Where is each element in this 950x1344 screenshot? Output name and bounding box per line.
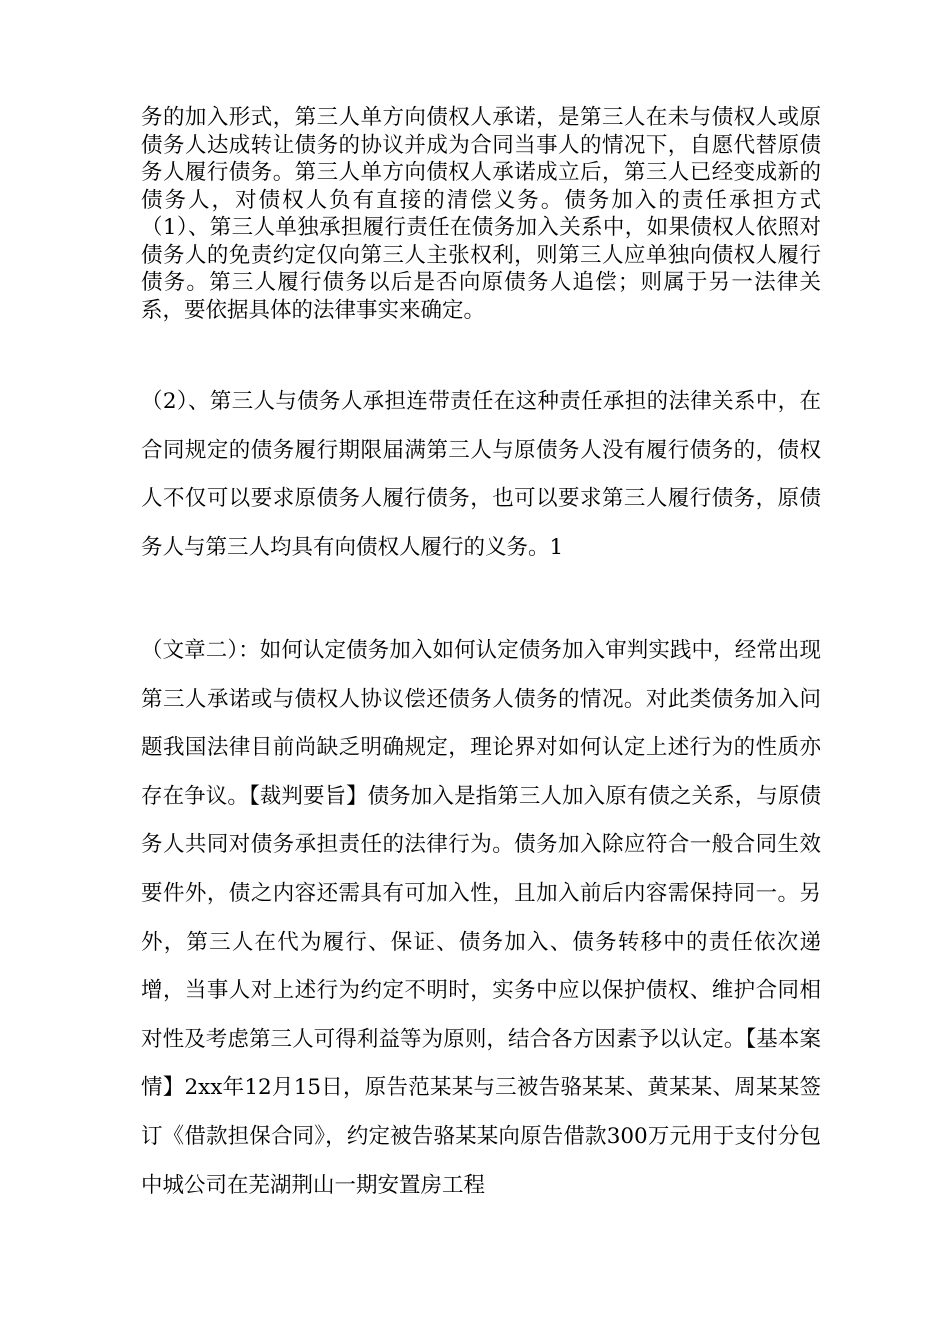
paragraph-3: （文章二）：如何认定债务加入如何认定债务加入审判实践中，经常出现第三人承诺或与债权人协议偿还债务人债务的情况。对此类债务加入问题我国法律目前尚缺乏明确规定，理论界对如何认定上述行为的性质亦存在争议。【裁判要旨】债务加入是指第三人加入原有债之关系，与原债务人共同对债务承担责任的法律行为。债务加入除应符合一般合同生效要件外，债之内容还需具有可加入性，且加入前后内容需保持同一。另外，第三人在代为履行、保证、债务加入、债务转移中的责任依次递增，当事人对上述行为约定不明时，实务中应以保护债权、维护合同相对性及考虑第三人可得利益等为原则，结合各方因素予以认定。【基本案情】2xx年12月15日，原告范某某与三被告骆某某、黄某某、周某某签订《借款担保合同》，约定被告骆某某向原告借款300万元用于支付分包中城公司在芜湖荆山一期安置房工程 <box>141 638 821 1198</box>
paragraph-1: 务的加入形式，第三人单方向债权人承诺，是第三人在未与债权人或原债务人达成转让债务的协议并成为合同当事人的情况下，自愿代替原债务人履行债务。第三人单方向债权人承诺成立后，第三人已经变成新的债务人，对债权人负有直接的清偿义务。债务加入的责任承担方式（1）、第三人单独承担履行责任在债务加入关系中，如果债权人依照对债务人的免责约定仅向第三人主张权利，则第三人应单独向债权人履行债务。第三人履行债务以后是否向原债务人追偿；则属于另一法律关系，要依据具体的法律事实来确定。 <box>141 105 821 323</box>
paragraph-2: （2）、第三人与债务人承担连带责任在这种责任承担的法律关系中，在合同规定的债务履行期限届满第三人与原债务人没有履行债务的，债权人不仅可以要求原债务人履行债务，也可以要求第三人履行债务，原债务人与第三人均具有向债权人履行的义务。1 <box>141 389 821 560</box>
